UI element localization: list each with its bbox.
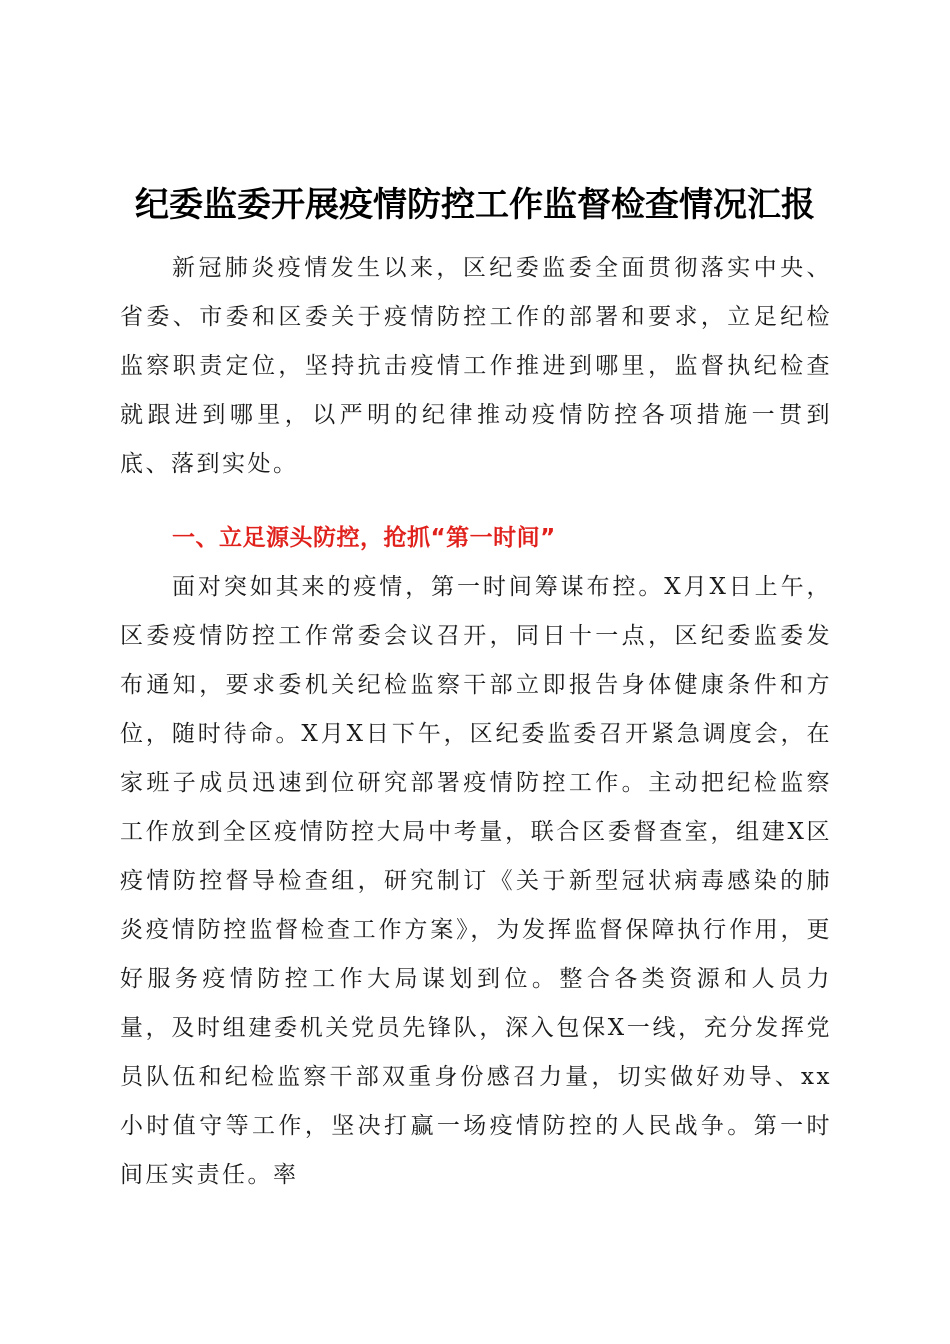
- document-title: 纪委监委开展疫情防控工作监督检查情况汇报: [135, 185, 815, 225]
- section-1-paragraph: 面对突如其来的疫情，第一时间筹谋布控。X月X日上午，区委疫情防控工作常委会议召开，同日十一点，区纪委监委发布通知，要求委机关纪检监察干部立即报告身体健康条件和方位，随时待命。X月X日下午，区纪委监委召开紧急调度会，在家班子成员迅速到位研究部署疫情防控工作。主动把纪检监察工作放到全区疫情防控大局中考量，联合区委督查室，组建X区疫情防控督导检查组，研究制订《关于新型冠状病毒感染的肺炎疫情防控监督检查工作方案》，为发挥监督保障执行作用，更好服务疫情防控工作大局谋划到位。整合各类资源和人员力量，及时组建委机关党员先锋队，深入包保X一线，充分发挥党员队伍和纪检监察干部双重身份感召力量，切实做好劝导、xx小时值守等工作，坚决打赢一场疫情防控的人民战争。第一时间压实责任。率: [120, 574, 832, 1188]
- intro-paragraph: 新冠肺炎疫情发生以来，区纪委监委全面贯彻落实中央、省委、市委和区委关于疫情防控工作的部署和要求，立足纪检监察职责定位，坚持抗击疫情工作推进到哪里，监督执纪检查就跟进到哪里，以严明的纪律推动疫情防控各项措施一贯到底、落到实处。: [120, 255, 832, 477]
- section-heading-1: 一、立足源头防控，抢抓“第一时间”: [172, 525, 556, 551]
